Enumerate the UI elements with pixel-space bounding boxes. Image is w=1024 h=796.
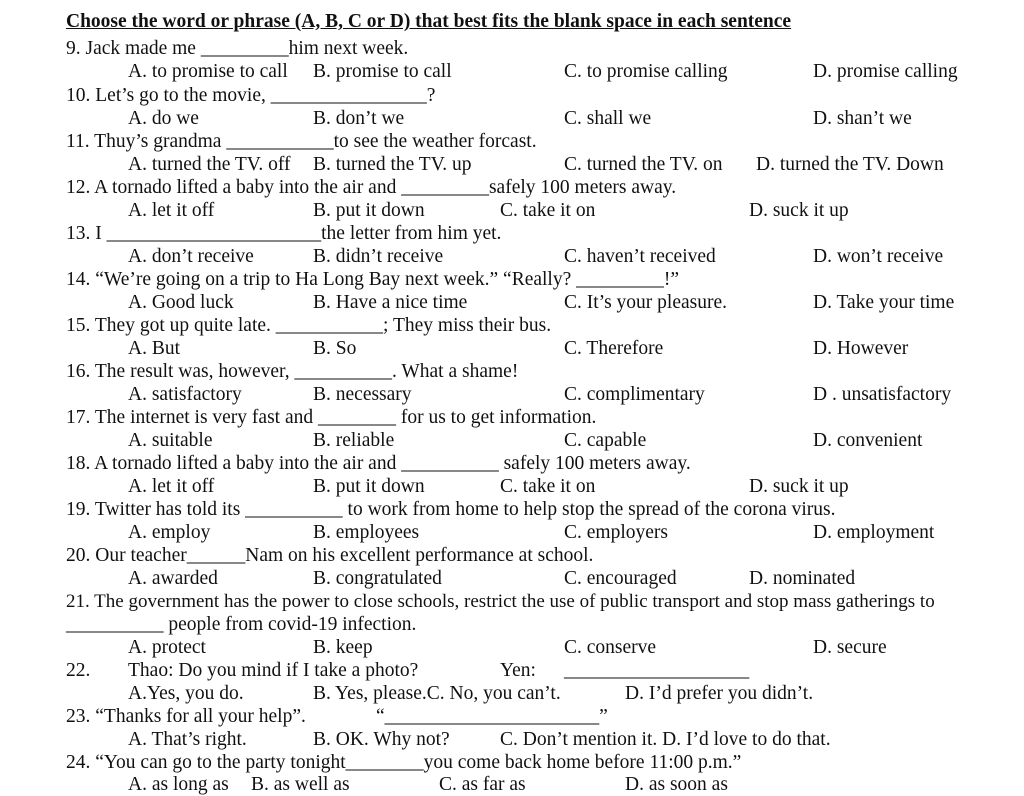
question-15-option-b: B. So <box>313 338 357 359</box>
question-14-option-b: B. Have a nice time <box>313 292 468 313</box>
question-9-option-b: B. promise to call <box>313 61 452 82</box>
question-12-stem: 12. A tornado lifted a baby into the air and _________safely 100 meters away. <box>66 177 677 198</box>
question-11-option-a: A. turned the TV. off <box>128 154 291 175</box>
question-11-option-b: B. turned the TV. up <box>313 154 472 175</box>
question-15-option-d: D. However <box>813 338 909 359</box>
question-23-option-a: A. That’s right. <box>128 729 247 750</box>
question-24-option-d: D. as soon as <box>625 774 728 795</box>
question-14-stem: 14. “We’re going on a trip to Ha Long Bay next week.” “Really? _________!” <box>66 269 680 290</box>
question-18-option-a: A. let it off <box>128 476 215 497</box>
question-12-option-d: D. suck it up <box>749 200 849 221</box>
question-15-option-c: C. Therefore <box>564 338 664 359</box>
question-16-stem: 16. The result was, however, __________. What a shame! <box>66 361 519 382</box>
question-24-option-a: A. as long as <box>128 774 229 795</box>
question-24-option-c: C. as far as <box>439 774 526 795</box>
question-24-stem: 24. “You can go to the party tonight________you come back home before 11:00 p.m.” <box>66 752 742 773</box>
question-19-option-c: C. employers <box>564 522 668 543</box>
question-14-option-c: C. It’s your pleasure. <box>564 292 728 313</box>
question-10-option-c: C. shall we <box>564 108 652 129</box>
question-13-stem: 13. I ______________________the letter from him yet. <box>66 223 502 244</box>
question-10-stem: 10. Let’s go to the movie, ________________? <box>66 85 436 106</box>
question-17-option-b: B. reliable <box>313 430 395 451</box>
question-13-option-b: B. didn’t receive <box>313 246 444 267</box>
question-16-option-c: C. complimentary <box>564 384 705 405</box>
question-22-number: 22. <box>66 660 91 681</box>
question-21-option-c: C. conserve <box>564 637 657 658</box>
question-24-option-b: B. as well as <box>251 774 350 795</box>
question-20-option-c: C. encouraged <box>564 568 677 589</box>
question-10-option-d: D. shan’t we <box>813 108 912 129</box>
question-23-option-b: B. OK. Why not? <box>313 729 450 750</box>
question-22-option-a: A.Yes, you do. <box>128 683 244 704</box>
question-20-option-b: B. congratulated <box>313 568 442 589</box>
question-17-option-c: C. capable <box>564 430 647 451</box>
question-11-option-c: C. turned the TV. on <box>564 154 723 175</box>
question-18-option-b: B. put it down <box>313 476 425 497</box>
question-23-stem: 23. “Thanks for all your help”. <box>66 706 306 727</box>
question-21-option-d: D. secure <box>813 637 887 658</box>
question-10-option-a: A. do we <box>128 108 199 129</box>
question-9-option-a: A. to promise to call <box>128 61 288 82</box>
question-12-option-b: B. put it down <box>313 200 425 221</box>
question-10-option-b: B. don’t we <box>313 108 405 129</box>
question-22-option-b-c: B. Yes, please.C. No, you can’t. <box>313 683 561 704</box>
question-20-option-d: D. nominated <box>749 568 856 589</box>
worksheet-heading: Choose the word or phrase (A, B, C or D) that best fits the blank space in each sentence <box>66 11 792 32</box>
question-19-option-b: B. employees <box>313 522 420 543</box>
question-18-option-d: D. suck it up <box>749 476 849 497</box>
question-14-option-d: D. Take your time <box>813 292 955 313</box>
question-16-option-a: A. satisfactory <box>128 384 242 405</box>
question-20-stem: 20. Our teacher______Nam on his excellent performance at school. <box>66 545 594 566</box>
question-22-option-d: D. I’d prefer you didn’t. <box>625 683 814 704</box>
question-13-option-a: A. don’t receive <box>128 246 254 267</box>
question-15-option-a: A. But <box>128 338 181 359</box>
question-21-option-b: B. keep <box>313 637 373 658</box>
question-23-option-c-d: C. Don’t mention it. D. I’d love to do that. <box>500 729 831 750</box>
question-21-stem: 21. The government has the power to close schools, restrict the use of public transport and stop mass gatherings to <box>66 591 935 612</box>
question-15-stem: 15. They got up quite late. ___________; They miss their bus. <box>66 315 552 336</box>
question-14-option-a: A. Good luck <box>128 292 234 313</box>
question-19-option-a: A. employ <box>128 522 211 543</box>
question-11-option-d: D. turned the TV. Down <box>756 154 944 175</box>
question-21-option-a: A. protect <box>128 637 206 658</box>
question-21-stem-continued: __________ people from covid-19 infection. <box>66 614 417 635</box>
question-17-stem: 17. The internet is very fast and ________ for us to get information. <box>66 407 597 428</box>
question-13-option-d: D. won’t receive <box>813 246 944 267</box>
question-22-reply-label: Yen: <box>500 660 536 681</box>
question-22-reply-blank: ___________________ <box>564 660 750 681</box>
question-18-option-c: C. take it on <box>500 476 596 497</box>
question-11-stem: 11. Thuy’s grandma ___________to see the weather forcast. <box>66 131 537 152</box>
question-16-option-d: D . unsatisfactory <box>813 384 952 405</box>
question-12-option-c: C. take it on <box>500 200 596 221</box>
question-23-reply-blank: “______________________” <box>376 706 608 727</box>
question-9-stem: 9. Jack made me _________him next week. <box>66 38 409 59</box>
question-19-option-d: D. employment <box>813 522 935 543</box>
question-9-option-c: C. to promise calling <box>564 61 728 82</box>
question-18-stem: 18. A tornado lifted a baby into the air and __________ safely 100 meters away. <box>66 453 691 474</box>
question-17-option-d: D. convenient <box>813 430 923 451</box>
question-22-stem: Thao: Do you mind if I take a photo? <box>128 660 419 681</box>
question-13-option-c: C. haven’t received <box>564 246 716 267</box>
question-12-option-a: A. let it off <box>128 200 215 221</box>
question-19-stem: 19. Twitter has told its __________ to work from home to help stop the spread of the corona virus. <box>66 499 836 520</box>
question-17-option-a: A. suitable <box>128 430 213 451</box>
question-16-option-b: B. necessary <box>313 384 412 405</box>
question-20-option-a: A. awarded <box>128 568 218 589</box>
question-9-option-d: D. promise calling <box>813 61 958 82</box>
